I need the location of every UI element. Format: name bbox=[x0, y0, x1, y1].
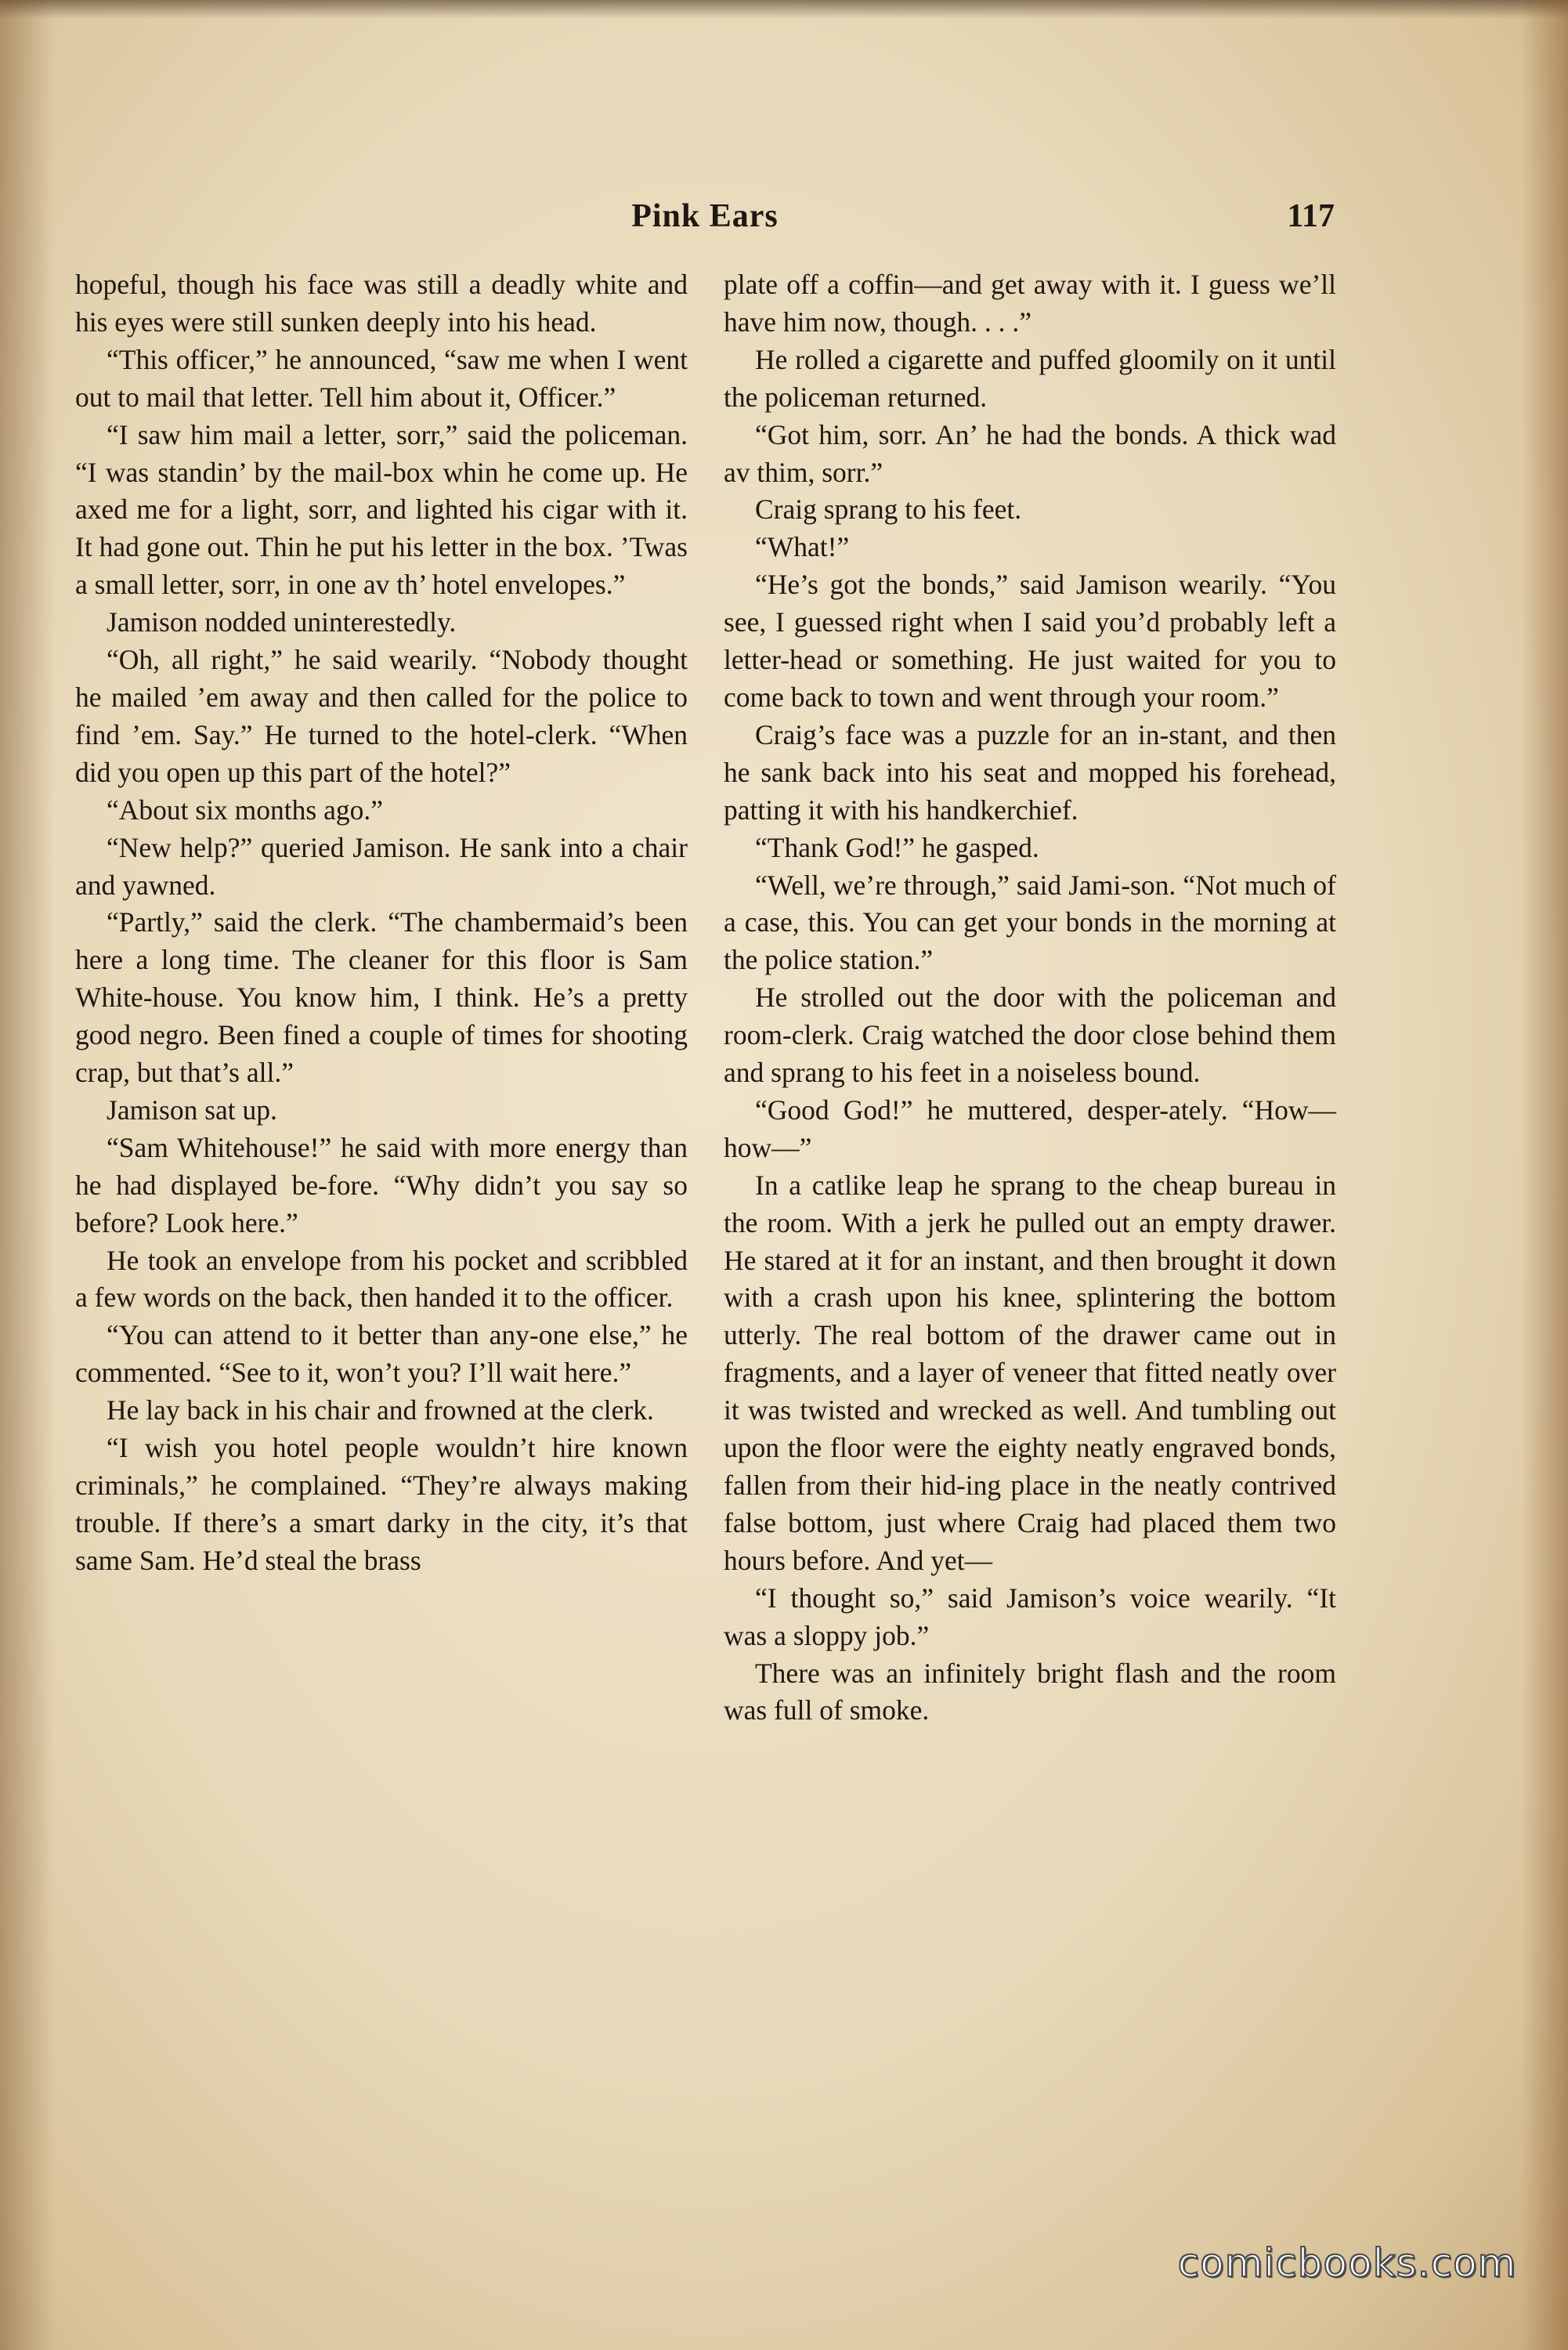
paragraph: Craig’s face was a puzzle for an in-stant, and then he sank back into his seat and mopped his forehead, patting it with his handkerchief. bbox=[724, 718, 1336, 826]
paragraph: “Good God!” he muttered, desper-ately. “How—how—” bbox=[724, 1094, 1336, 1163]
page-header bbox=[75, 193, 1335, 240]
paragraph: “About six months ago.” bbox=[107, 794, 383, 826]
text-column-left bbox=[75, 266, 688, 1580]
paragraph: Jamison sat up. bbox=[107, 1094, 277, 1126]
paragraph: Craig sprang to his feet. bbox=[755, 494, 1022, 526]
watermark: comicbooks.com bbox=[1177, 2240, 1517, 2286]
paragraph: “Thank God!” he gasped. bbox=[755, 831, 1039, 863]
paragraph: “Partly,” said the clerk. “The chambermaid’s been here a long time. The cleaner for this floor is Sam White-house. You know him, I think. He’s a pretty good negro. Been fined a couple of times for shooting crap, but that’s all.” bbox=[75, 906, 688, 1089]
paragraph: “Sam Whitehouse!” he said with more energy than he had displayed be-fore. “Why didn’t you say so before? Look here.” bbox=[75, 1131, 688, 1238]
paragraph: “Well, we’re through,” said Jami-son. “Not much of a case, this. You can get your bonds in the morning at the police station.” bbox=[724, 869, 1336, 976]
page-top-shadow bbox=[0, 0, 1568, 19]
paragraph: “I wish you hotel people wouldn’t hire known criminals,” he complained. “They’re always making trouble. If there’s a smart darky in the city, it’s that same Sam. He’d steal the brass bbox=[75, 1432, 688, 1576]
paragraph: “What!” bbox=[755, 531, 850, 563]
paragraph: plate off a coffin—and get away with it. I guess we’ll have him now, though. . . .” bbox=[724, 269, 1336, 338]
paragraph: There was an infinitely bright flash and the room was full of smoke. bbox=[724, 1657, 1336, 1726]
text-column-right bbox=[724, 266, 1336, 1730]
paragraph: “He’s got the bonds,” said Jamison wearily. “You see, I guessed right when I said you’d probably left a letter-head or something. He just waited for you to come back to town and went through your room.” bbox=[724, 569, 1336, 713]
paragraph: He took an envelope from his pocket and scribbled a few words on the back, then handed it to the officer. bbox=[75, 1244, 688, 1314]
paragraph: “New help?” queried Jamison. He sank into a chair and yawned. bbox=[75, 831, 688, 901]
paragraph: “I saw him mail a letter, sorr,” said the policeman. “I was standin’ by the mail-box whin he come up. He axed me for a light, sorr, and lighted his cigar with it. It had gone out. Thin he put his letter in the box. ’Twas a small letter, sorr, in one av th’ hotel envelopes.” bbox=[75, 418, 688, 601]
paragraph: He rolled a cigarette and puffed gloomily on it until the policeman returned. bbox=[724, 343, 1336, 413]
paragraph: “This officer,” he announced, “saw me when I went out to mail that letter. Tell him about it, Officer.” bbox=[75, 343, 688, 413]
paragraph: He lay back in his chair and frowned at the clerk. bbox=[107, 1394, 654, 1426]
paragraph: “Got him, sorr. An’ he had the bonds. A thick wad av thim, sorr.” bbox=[724, 418, 1336, 488]
paragraph: hopeful, though his face was still a deadly white and his eyes were still sunken deeply into his head. bbox=[75, 269, 688, 338]
page-number: 117 bbox=[1287, 198, 1335, 234]
paragraph: In a catlike leap he sprang to the cheap bureau in the room. With a jerk he pulled out an empty drawer. He stared at it for an instant, and then brought it down with a crash upon his knee, splintering the bottom utterly. The real bottom of the drawer came out in fragments, and a layer of veneer that fitted neatly over it was twisted and wrecked as well. And tumbling out upon the floor were the eighty neatly engraved bonds, fallen from their hid-ing place in the neatly contrived false bottom, just where Craig had placed them two hours before. And yet— bbox=[724, 1169, 1336, 1576]
binding-shadow bbox=[0, 0, 55, 2350]
paragraph: “I thought so,” said Jamison’s voice wearily. “It was a sloppy job.” bbox=[724, 1582, 1336, 1651]
page-edge-shadow bbox=[1521, 0, 1568, 2350]
paragraph: “Oh, all right,” he said wearily. “Nobody thought he mailed ’em away and then called for the police to find ’em. Say.” He turned to the hotel-clerk. “When did you open up this part of the hotel?” bbox=[75, 644, 688, 788]
paragraph: Jamison nodded uninterestedly. bbox=[107, 606, 457, 638]
paragraph: “You can attend to it better than any-one else,” he commented. “See to it, won’t you? I’ll wait here.” bbox=[75, 1319, 688, 1389]
paragraph: He strolled out the door with the policeman and room-clerk. Craig watched the door close behind them and sprang to his feet in a noiseless bound. bbox=[724, 982, 1336, 1089]
running-title: Pink Ears bbox=[631, 198, 779, 234]
